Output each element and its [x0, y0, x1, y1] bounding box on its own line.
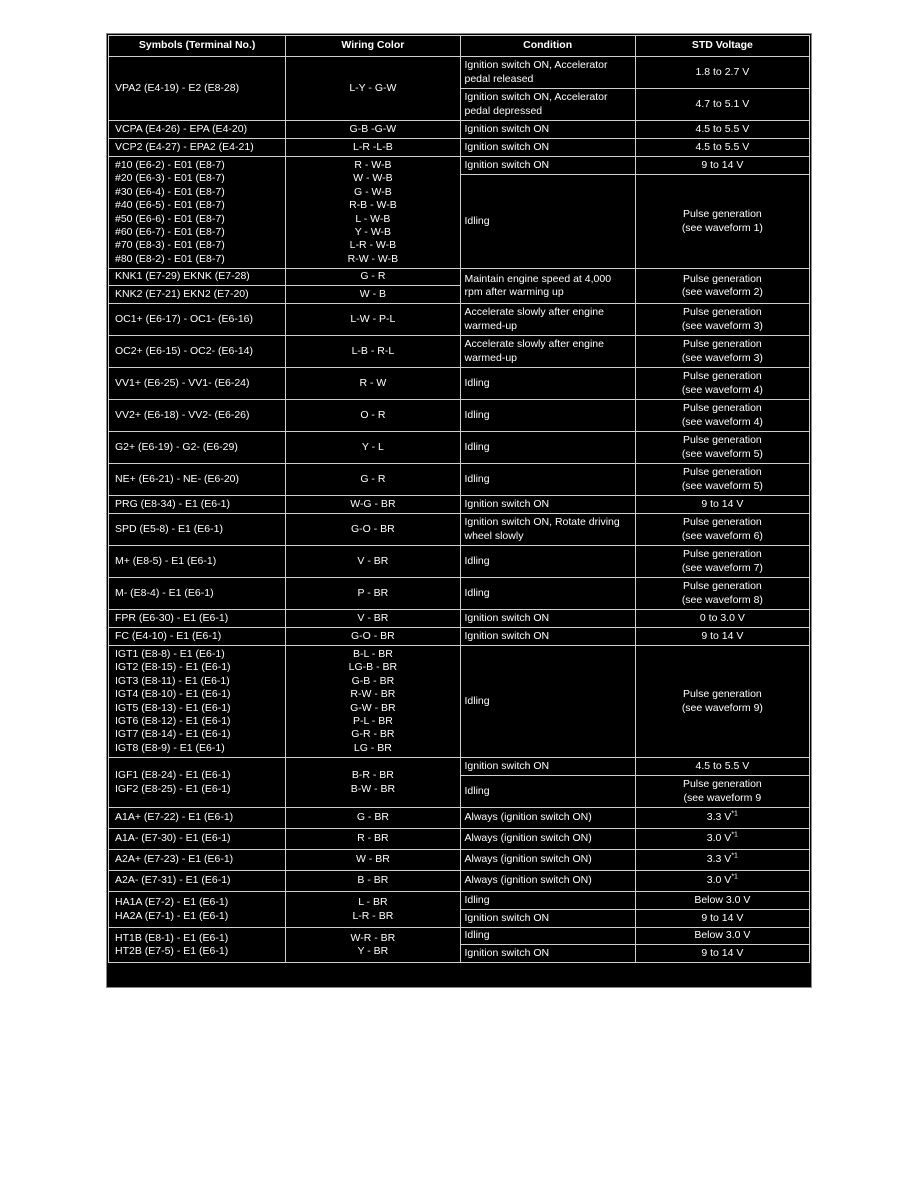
table-row — [109, 628, 810, 646]
wiring-cell: G - R — [286, 269, 460, 286]
symbol-cell: SPD (E5-8) - E1 (E6-1) — [109, 514, 286, 546]
symbol-cell: HT1B (E8-1) - E1 (E6-1) HT2B (E7-5) - E1 (E6-1) — [109, 928, 286, 963]
voltage-cell — [635, 808, 809, 829]
wiring-cell: O - R — [286, 400, 460, 432]
condition-cell: Idling — [460, 175, 635, 269]
wiring-cell: R - W-B W - W-B G - W-B R-B - W-B L - W-B Y - W-B L-R - W-B R-W - W-B — [286, 157, 460, 269]
condition-cell: Ignition switch ON, Accelerator pedal released — [460, 57, 635, 89]
condition-cell: Ignition switch ON — [460, 121, 635, 139]
symbol-cell: KNK1 (E7-29) EKNK (E7-28) — [109, 269, 286, 286]
footnote-marker: *1 — [731, 852, 738, 860]
table-row — [109, 269, 810, 286]
symbol-cell: A2A- (E7-31) - E1 (E6-1) — [109, 871, 286, 892]
voltage-value: 3.3 V — [706, 811, 732, 824]
wiring-cell: W - BR — [286, 850, 460, 871]
symbol-cell: OC2+ (E6-15) - OC2- (E6-14) — [109, 336, 286, 368]
table-row — [109, 514, 810, 546]
condition-cell: Ignition switch ON — [460, 910, 635, 928]
condition-cell: Ignition switch ON — [460, 758, 635, 776]
symbol-cell: M+ (E8-5) - E1 (E6-1) — [109, 546, 286, 578]
voltage-cell: Pulse generation (see waveform 9 — [635, 776, 809, 808]
condition-cell: Idling — [460, 892, 635, 910]
voltage-cell: 4.5 to 5.5 V — [635, 139, 809, 157]
condition-cell: Maintain engine speed at 4,000 rpm after warming up — [460, 269, 635, 304]
condition-cell: Always (ignition switch ON) — [460, 871, 635, 892]
voltage-value: 3.0 V — [706, 832, 732, 845]
voltage-cell: Pulse generation (see waveform 3) — [635, 304, 809, 336]
wiring-cell: B-R - BR B-W - BR — [286, 758, 460, 808]
table-row — [109, 57, 810, 89]
header-row — [109, 36, 810, 57]
voltage-cell: 4.5 to 5.5 V — [635, 121, 809, 139]
wiring-cell: W-R - BR Y - BR — [286, 928, 460, 963]
table-row — [109, 400, 810, 432]
symbol-cell: VV2+ (E6-18) - VV2- (E6-26) — [109, 400, 286, 432]
condition-cell: Always (ignition switch ON) — [460, 829, 635, 850]
voltage-cell: Pulse generation (see waveform 6) — [635, 514, 809, 546]
table-row — [109, 829, 810, 850]
condition-cell: Ignition switch ON — [460, 157, 635, 175]
condition-cell: Ignition switch ON — [460, 139, 635, 157]
table-row — [109, 304, 810, 336]
col-header-wiring: Wiring Color — [286, 36, 460, 57]
voltage-cell — [635, 871, 809, 892]
voltage-value: 3.0 V — [706, 874, 732, 887]
voltage-cell: Pulse generation (see waveform 9) — [635, 646, 809, 758]
symbol-cell: OC1+ (E6-17) - OC1- (E6-16) — [109, 304, 286, 336]
condition-cell: Always (ignition switch ON) — [460, 850, 635, 871]
col-header-voltage: STD Voltage — [635, 36, 809, 57]
voltage-cell — [635, 829, 809, 850]
symbol-cell: IGF1 (E8-24) - E1 (E6-1) IGF2 (E8-25) - E1 (E6-1) — [109, 758, 286, 808]
table-row — [109, 121, 810, 139]
condition-cell: Ignition switch ON — [460, 628, 635, 646]
voltage-cell: 9 to 14 V — [635, 910, 809, 928]
wiring-cell: V - BR — [286, 610, 460, 628]
condition-cell: Idling — [460, 368, 635, 400]
symbol-cell: A2A+ (E7-23) - E1 (E6-1) — [109, 850, 286, 871]
wiring-cell: R - BR — [286, 829, 460, 850]
footnote-marker: *1 — [731, 831, 738, 839]
voltage-cell: Pulse generation (see waveform 3) — [635, 336, 809, 368]
wiring-cell: G - R — [286, 464, 460, 496]
voltage-cell: Pulse generation (see waveform 7) — [635, 546, 809, 578]
wiring-cell: L - BR L-R - BR — [286, 892, 460, 928]
symbol-cell: FC (E4-10) - E1 (E6-1) — [109, 628, 286, 646]
condition-cell: Idling — [460, 464, 635, 496]
symbol-cell: VV1+ (E6-25) - VV1- (E6-24) — [109, 368, 286, 400]
condition-cell: Idling — [460, 646, 635, 758]
symbol-cell: A1A- (E7-30) - E1 (E6-1) — [109, 829, 286, 850]
wiring-cell: B-L - BR LG-B - BR G-B - BR R-W - BR G-W - BR P-L - BR G-R - BR LG - BR — [286, 646, 460, 758]
voltage-cell: Pulse generation (see waveform 1) — [635, 175, 809, 269]
table-row — [109, 368, 810, 400]
symbol-cell: KNK2 (E7-21) EKN2 (E7-20) — [109, 286, 286, 304]
voltage-cell: 9 to 14 V — [635, 945, 809, 963]
wiring-cell: W - B — [286, 286, 460, 304]
wiring-cell: G-O - BR — [286, 514, 460, 546]
table-row — [109, 871, 810, 892]
condition-cell: Ignition switch ON — [460, 496, 635, 514]
symbol-cell: PRG (E8-34) - E1 (E6-1) — [109, 496, 286, 514]
condition-cell: Accelerate slowly after engine warmed-up — [460, 304, 635, 336]
voltage-cell: 9 to 14 V — [635, 157, 809, 175]
wiring-cell: B - BR — [286, 871, 460, 892]
table-row — [109, 892, 810, 910]
table-row — [109, 432, 810, 464]
voltage-cell: Pulse generation (see waveform 8) — [635, 578, 809, 610]
voltage-cell: Pulse generation (see waveform 5) — [635, 464, 809, 496]
table-row — [109, 578, 810, 610]
table-row — [109, 646, 810, 758]
symbol-cell: IGT1 (E8-8) - E1 (E6-1) IGT2 (E8-15) - E1 (E6-1) IGT3 (E8-11) - E1 (E6-1) IGT4 (E8-10) - E1 (E6-1) IGT5 (E8-13) - E1 (E6-1) IGT6 (E8-12) - E1 (E6-1) IGT7 (E8-14) - E1 (E6-1) IGT8 (E8-9) - E1 (E6-1) — [109, 646, 286, 758]
wiring-cell: G-O - BR — [286, 628, 460, 646]
col-header-condition: Condition — [460, 36, 635, 57]
table-row — [109, 928, 810, 945]
table-row — [109, 758, 810, 776]
table-row — [109, 464, 810, 496]
condition-cell: Idling — [460, 578, 635, 610]
symbol-cell: VCP2 (E4-27) - EPA2 (E4-21) — [109, 139, 286, 157]
symbol-cell: NE+ (E6-21) - NE- (E6-20) — [109, 464, 286, 496]
symbol-cell: G2+ (E6-19) - G2- (E6-29) — [109, 432, 286, 464]
voltage-cell — [635, 850, 809, 871]
symbol-cell: M- (E8-4) - E1 (E6-1) — [109, 578, 286, 610]
symbol-cell: HA1A (E7-2) - E1 (E6-1) HA2A (E7-1) - E1 (E6-1) — [109, 892, 286, 928]
table-row — [109, 546, 810, 578]
table-row — [109, 850, 810, 871]
voltage-value: 3.3 V — [706, 853, 732, 866]
condition-cell: Idling — [460, 776, 635, 808]
voltage-cell: Pulse generation (see waveform 2) — [635, 269, 809, 304]
condition-cell: Always (ignition switch ON) — [460, 808, 635, 829]
condition-cell: Idling — [460, 546, 635, 578]
voltage-cell: 4.5 to 5.5 V — [635, 758, 809, 776]
voltage-cell: 1.8 to 2.7 V — [635, 57, 809, 89]
condition-cell: Ignition switch ON, Rotate driving wheel slowly — [460, 514, 635, 546]
table-row — [109, 610, 810, 628]
symbol-cell: VPA2 (E4-19) - E2 (E8-28) — [109, 57, 286, 121]
ecm-terminal-voltage-table — [108, 35, 810, 963]
condition-cell: Idling — [460, 928, 635, 945]
symbol-cell: A1A+ (E7-22) - E1 (E6-1) — [109, 808, 286, 829]
table-row — [109, 139, 810, 157]
symbol-cell: #10 (E6-2) - E01 (E8-7) #20 (E6-3) - E01 (E8-7) #30 (E6-4) - E01 (E8-7) #40 (E6-5) - E01 (E8-7) #50 (E6-6) - E01 (E8-7) #60 (E6-7) - E01 (E8-7) #70 (E8-3) - E01 (E8-7) #80 (E8-2) - E01 (E8-7) — [109, 157, 286, 269]
wiring-cell: L-W - P-L — [286, 304, 460, 336]
wiring-cell: L-R -L-B — [286, 139, 460, 157]
condition-cell: Ignition switch ON — [460, 945, 635, 963]
voltage-cell: 0 to 3.0 V — [635, 610, 809, 628]
table-row — [109, 496, 810, 514]
voltage-cell: Pulse generation (see waveform 4) — [635, 368, 809, 400]
table-row — [109, 157, 810, 175]
table-row — [109, 336, 810, 368]
wiring-cell: L-B - R-L — [286, 336, 460, 368]
symbol-cell: VCPA (E4-26) - EPA (E4-20) — [109, 121, 286, 139]
voltage-cell: Below 3.0 V — [635, 928, 809, 945]
voltage-cell: 9 to 14 V — [635, 628, 809, 646]
wiring-cell: L-Y - G-W — [286, 57, 460, 121]
wiring-cell: V - BR — [286, 546, 460, 578]
condition-cell: Ignition switch ON — [460, 610, 635, 628]
wiring-cell: Y - L — [286, 432, 460, 464]
voltage-table-frame — [106, 33, 812, 988]
footnote-marker: *1 — [731, 873, 738, 881]
voltage-cell: Below 3.0 V — [635, 892, 809, 910]
wiring-cell: W-G - BR — [286, 496, 460, 514]
col-header-symbols: Symbols (Terminal No.) — [109, 36, 286, 57]
footnote-marker: *1 — [731, 810, 738, 818]
condition-cell: Idling — [460, 432, 635, 464]
condition-cell: Accelerate slowly after engine warmed-up — [460, 336, 635, 368]
wiring-cell: G-B -G-W — [286, 121, 460, 139]
condition-cell: Idling — [460, 400, 635, 432]
voltage-cell: 4.7 to 5.1 V — [635, 89, 809, 121]
condition-cell: Ignition switch ON, Accelerator pedal depressed — [460, 89, 635, 121]
table-row — [109, 808, 810, 829]
wiring-cell: R - W — [286, 368, 460, 400]
voltage-cell: 9 to 14 V — [635, 496, 809, 514]
voltage-cell: Pulse generation (see waveform 5) — [635, 432, 809, 464]
wiring-cell: P - BR — [286, 578, 460, 610]
wiring-cell: G - BR — [286, 808, 460, 829]
symbol-cell: FPR (E6-30) - E1 (E6-1) — [109, 610, 286, 628]
voltage-cell: Pulse generation (see waveform 4) — [635, 400, 809, 432]
